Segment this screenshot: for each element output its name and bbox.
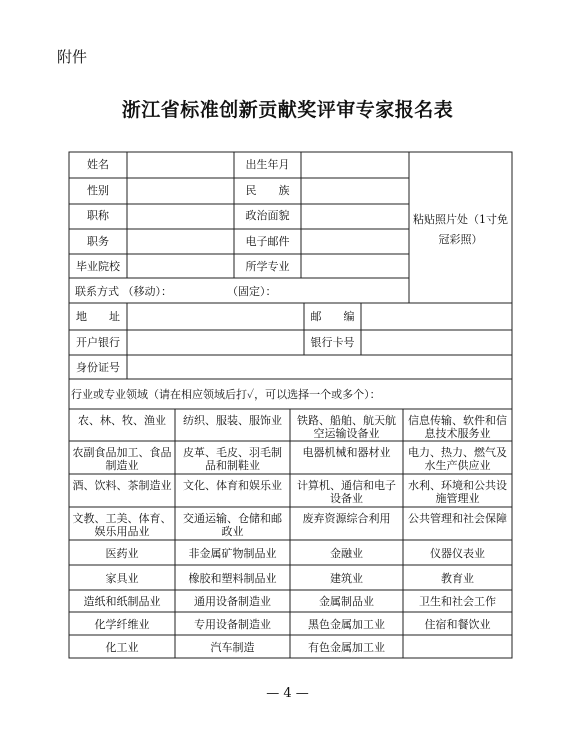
field-cell[interactable]: 废弃资源综合利用 — [302, 512, 391, 525]
field-cell[interactable]: 教育业 — [441, 572, 474, 585]
label-title: 职称 — [87, 209, 109, 222]
attachment-label: 附件 — [57, 48, 88, 66]
label-position: 职务 — [87, 235, 109, 248]
field-cell[interactable]: 医药业 — [105, 547, 139, 560]
field-cell[interactable]: 皮革、毛皮、羽毛制品和制鞋业 — [183, 446, 282, 472]
field-cell[interactable]: 信息传输、软件和信息技术服务业 — [408, 414, 507, 440]
field-cell[interactable]: 仪器仪表业 — [430, 547, 485, 560]
field-cell[interactable]: 建筑业 — [330, 572, 363, 585]
field-cell[interactable]: 金融业 — [330, 547, 363, 560]
label-ethnicity: 民 族 — [245, 184, 290, 197]
field-cell[interactable]: 农副食品加工、食品制造业 — [72, 446, 172, 472]
field-cell[interactable]: 化学纤维业 — [94, 618, 150, 631]
field-cell[interactable]: 电器机械和器材业 — [302, 446, 391, 459]
field-cell[interactable]: 交通运输、仓储和邮政业 — [183, 512, 282, 538]
form-title: 浙江省标准创新贡献奖评审专家报名表 — [121, 99, 454, 121]
field-cell[interactable]: 酒、饮料、茶制造业 — [72, 479, 172, 492]
field-cell[interactable]: 非金属矿物制品业 — [188, 547, 277, 560]
field-cell[interactable]: 纺织、服装、服饰业 — [183, 414, 282, 427]
field-prompt: 行业或专业领域（请在相应领域后打✓，可以选择一个或多个）： — [71, 388, 381, 401]
label-political: 政治面貌 — [245, 209, 290, 222]
field-cell[interactable]: 橡胶和塑料制品业 — [188, 572, 277, 585]
field-cell[interactable]: 家具业 — [105, 572, 139, 585]
field-cell[interactable]: 公共管理和社会保障 — [408, 512, 507, 525]
label-name: 姓名 — [87, 158, 109, 171]
label-major: 所学专业 — [245, 260, 290, 273]
label-idcard: 身份证号 — [76, 361, 120, 374]
field-cell[interactable]: 计算机、通信和电子设备业 — [297, 479, 396, 505]
label-postcode: 邮 编 — [310, 310, 355, 323]
photo-placeholder-line1: 粘贴照片处（1寸免 — [413, 213, 508, 226]
field-cell[interactable]: 电力、热力、燃气及水生产供应业 — [408, 446, 507, 472]
page-number: — 4 — — [266, 686, 309, 701]
label-bank: 开户银行 — [76, 336, 120, 349]
label-email: 电子邮件 — [245, 235, 290, 248]
field-cell[interactable]: 文化、体育和娱乐业 — [183, 479, 282, 492]
label-birth: 出生年月 — [245, 158, 290, 171]
label-gender: 性别 — [87, 184, 109, 197]
photo-placeholder-line2: 冠彩照） — [438, 233, 483, 246]
field-cell[interactable]: 通用设备制造业 — [194, 595, 271, 608]
label-address: 地 址 — [76, 310, 120, 323]
label-contact: 联系方式 （移动）： （固定）： — [75, 285, 277, 298]
field-cell[interactable]: 汽车制造 — [210, 641, 255, 654]
field-cell[interactable]: 化工业 — [105, 641, 139, 654]
label-school: 毕业院校 — [76, 260, 120, 273]
label-bankcard: 银行卡号 — [310, 336, 355, 349]
field-cell[interactable]: 黑色金属加工业 — [308, 618, 385, 631]
field-cell[interactable]: 有色金属加工业 — [308, 641, 385, 654]
field-cell[interactable]: 农、林、牧、渔业 — [78, 414, 166, 427]
field-cell[interactable]: 文教、工美、体育、娱乐用品业 — [72, 512, 172, 538]
field-cell[interactable]: 金属制品业 — [319, 595, 374, 608]
field-cell[interactable]: 住宿和餐饮业 — [424, 618, 491, 631]
field-cell[interactable]: 造纸和纸制品业 — [83, 595, 161, 608]
field-cell[interactable]: 专用设备制造业 — [194, 618, 271, 631]
field-cell[interactable]: 水利、环境和公共设施管理业 — [408, 479, 507, 505]
field-cell[interactable]: 卫生和社会工作 — [419, 595, 496, 608]
field-cell[interactable]: 铁路、船舶、航天航空运输设备业 — [297, 414, 396, 440]
